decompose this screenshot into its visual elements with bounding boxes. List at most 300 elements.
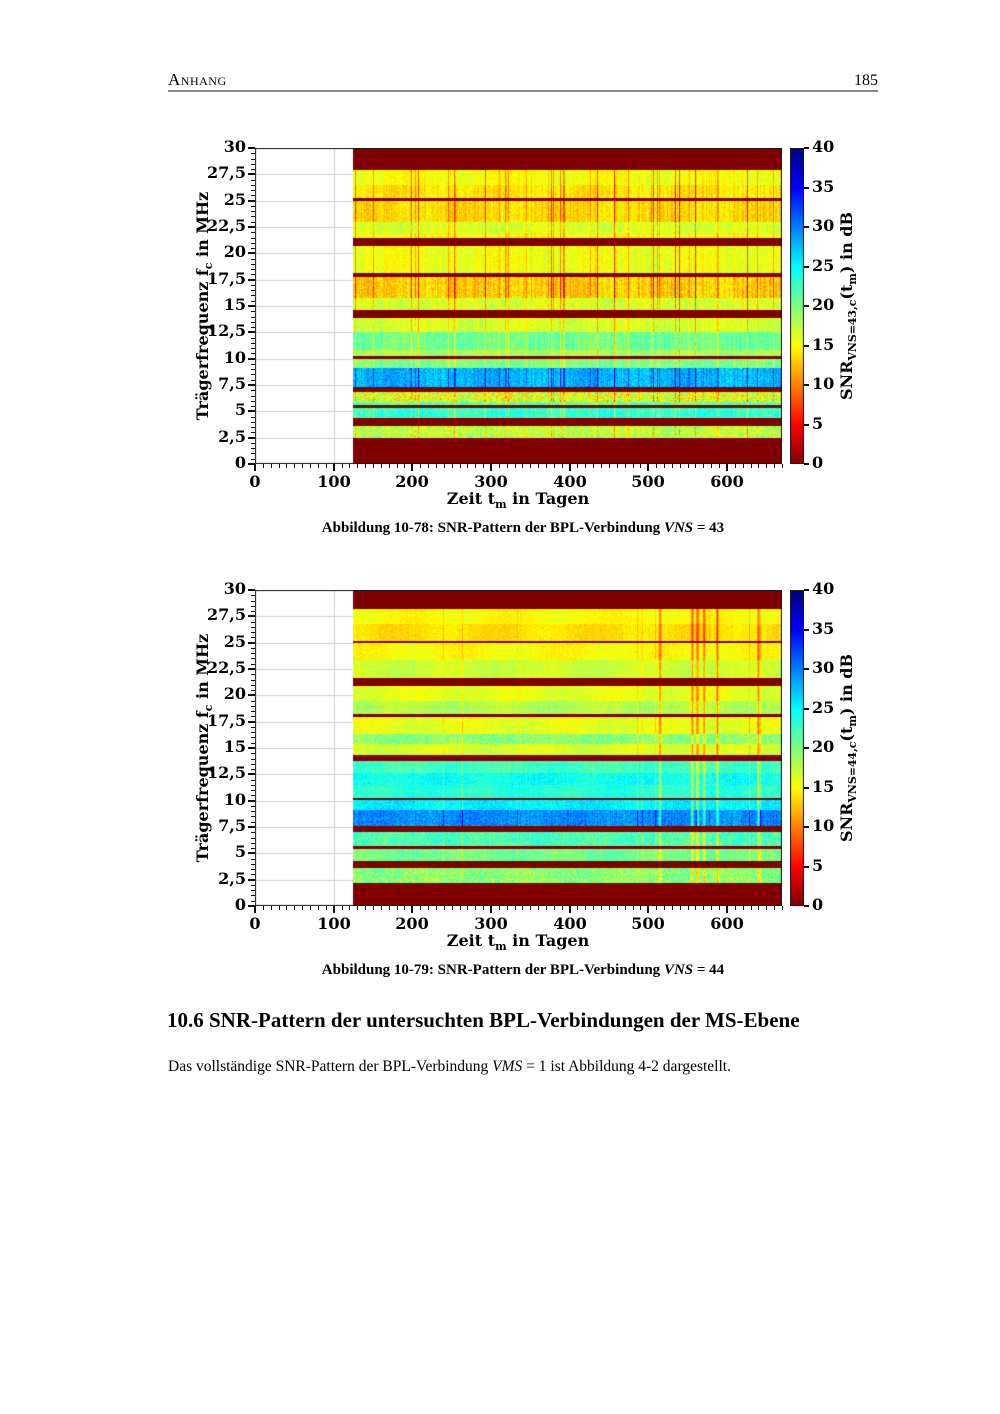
y-tick-label: 27,5	[207, 163, 246, 182]
y-axis-minor-tick	[251, 864, 255, 865]
y-axis-minor-tick	[251, 895, 255, 896]
x-axis-minor-tick	[530, 906, 531, 910]
x-axis-minor-tick	[554, 464, 555, 468]
x-tick-label: 300	[474, 914, 508, 933]
x-axis-minor-tick	[263, 906, 264, 910]
x-axis-minor-tick	[766, 464, 767, 468]
x-axis-minor-tick	[507, 906, 508, 910]
y-axis-minor-tick	[251, 259, 255, 260]
y-axis-minor-tick	[251, 295, 255, 296]
x-axis-minor-tick	[703, 464, 704, 468]
y-axis-minor-tick	[251, 364, 255, 365]
x-axis-minor-tick	[467, 906, 468, 910]
y-axis-minor-tick	[251, 216, 255, 217]
y-tick-label: 17,5	[207, 711, 246, 730]
x-axis-minor-tick	[420, 464, 421, 468]
y-axis-minor-tick	[251, 169, 255, 170]
x-axis-minor-tick	[522, 906, 523, 910]
x-axis-minor-tick	[263, 464, 264, 468]
x-axis-tick	[647, 906, 649, 913]
x-axis-tick	[726, 906, 728, 913]
section-heading: 10.6 SNR-Pattern der untersuchten BPL-Verbindungen der MS-Ebene	[167, 1008, 800, 1032]
y-axis-minor-tick	[251, 269, 255, 270]
x-axis-minor-tick	[302, 464, 303, 468]
y-axis-minor-tick	[251, 406, 255, 407]
y-axis-minor-tick	[251, 232, 255, 233]
x-axis-minor-tick	[279, 906, 280, 910]
y-axis-minor-tick	[251, 353, 255, 354]
x-axis-minor-tick	[530, 464, 531, 468]
colorbar-tick-label: 5	[812, 856, 824, 875]
y-axis-minor-tick	[251, 417, 255, 418]
y-tick-label: 10	[223, 790, 246, 809]
y-axis-minor-tick	[251, 732, 255, 733]
y-axis-minor-tick	[251, 206, 255, 207]
x-axis-minor-tick	[397, 906, 398, 910]
x-axis-minor-tick	[483, 464, 484, 468]
y-axis-minor-tick	[251, 195, 255, 196]
y-axis-tick	[248, 358, 255, 360]
y-axis-minor-tick	[251, 795, 255, 796]
y-axis-minor-tick	[251, 832, 255, 833]
y-tick-label: 15	[223, 295, 246, 314]
x-axis-minor-tick	[585, 464, 586, 468]
y-axis-tick	[248, 800, 255, 802]
y-axis-tick	[248, 410, 255, 412]
page-header	[168, 64, 878, 92]
x-tick-label: 500	[631, 914, 665, 933]
y-axis-minor-tick	[251, 711, 255, 712]
y-axis-minor-tick	[251, 153, 255, 154]
x-axis-minor-tick	[664, 906, 665, 910]
y-tick-label: 30	[223, 137, 246, 156]
y-axis-minor-tick	[251, 374, 255, 375]
x-tick-label: 0	[249, 472, 261, 491]
x-axis-minor-tick	[428, 906, 429, 910]
x-axis-minor-tick	[656, 906, 657, 910]
y-axis-minor-tick	[251, 780, 255, 781]
colorbar-tick	[804, 589, 809, 591]
x-axis-minor-tick	[475, 906, 476, 910]
x-axis-tick	[333, 464, 335, 471]
colorbar-tick	[804, 787, 809, 789]
y-tick-label: 27,5	[207, 605, 246, 624]
y-tick-label: 7,5	[218, 374, 246, 393]
y-tick-label: 5	[234, 400, 246, 419]
y-axis-minor-tick	[251, 869, 255, 870]
x-axis-minor-tick	[562, 906, 563, 910]
x-axis-minor-tick	[593, 464, 594, 468]
x-axis-minor-tick	[397, 464, 398, 468]
x-axis-minor-tick	[538, 464, 539, 468]
x-axis-tick	[411, 464, 413, 471]
colorbar-tick	[804, 905, 809, 907]
colorbar-tick-label: 10	[812, 816, 835, 835]
colorbar-tick	[804, 826, 809, 828]
y-axis-minor-tick	[251, 211, 255, 212]
colorbar-tick	[804, 384, 809, 386]
y-axis-tick	[248, 747, 255, 749]
x-axis-minor-tick	[577, 906, 578, 910]
x-axis-minor-tick	[467, 464, 468, 468]
x-axis-minor-tick	[452, 464, 453, 468]
x-axis-minor-tick	[522, 464, 523, 468]
y-axis-minor-tick	[251, 390, 255, 391]
figure-caption: Abbildung 10-79: SNR-Pattern der BPL-Verbindung VNS = 44	[321, 962, 725, 978]
y-axis-tick	[248, 331, 255, 333]
x-axis-minor-tick	[735, 906, 736, 910]
y-axis-minor-tick	[251, 443, 255, 444]
x-axis-minor-tick	[758, 906, 759, 910]
x-axis-tick	[569, 464, 571, 471]
x-axis-minor-tick	[585, 906, 586, 910]
y-axis-minor-tick	[251, 716, 255, 717]
x-axis-label: Zeit $t_m$ in Tagen	[446, 931, 590, 954]
x-axis-minor-tick	[420, 906, 421, 910]
x-axis-minor-tick	[404, 906, 405, 910]
y-axis-minor-tick	[251, 790, 255, 791]
colorbar-tick	[804, 463, 809, 465]
y-axis-minor-tick	[251, 769, 255, 770]
x-axis-minor-tick	[751, 464, 752, 468]
x-axis-minor-tick	[601, 464, 602, 468]
x-axis-minor-tick	[774, 464, 775, 468]
y-axis-minor-tick	[251, 901, 255, 902]
y-tick-label: 2,5	[218, 869, 246, 888]
colorbar-tick-label: 30	[812, 216, 835, 235]
figure-caption: Abbildung 10-78: SNR-Pattern der BPL-Verbindung VNS = 43	[321, 520, 725, 536]
x-axis-minor-tick	[294, 906, 295, 910]
y-axis-minor-tick	[251, 274, 255, 275]
x-axis-minor-tick	[625, 464, 626, 468]
y-axis-minor-tick	[251, 664, 255, 665]
y-axis-minor-tick	[251, 690, 255, 691]
x-axis-label: Zeit $t_m$ in Tagen	[446, 489, 590, 512]
colorbar-tick	[804, 187, 809, 189]
y-axis-minor-tick	[251, 811, 255, 812]
y-axis-minor-tick	[251, 264, 255, 265]
y-axis-minor-tick	[251, 701, 255, 702]
y-axis-minor-tick	[251, 785, 255, 786]
y-axis-minor-tick	[251, 243, 255, 244]
x-tick-label: 0	[249, 914, 261, 933]
y-axis-minor-tick	[251, 248, 255, 249]
x-tick-label: 200	[395, 914, 429, 933]
x-axis-minor-tick	[428, 464, 429, 468]
x-axis-minor-tick	[672, 464, 673, 468]
y-axis-tick	[248, 852, 255, 854]
x-axis-minor-tick	[609, 906, 610, 910]
y-axis-minor-tick	[251, 432, 255, 433]
y-axis-minor-tick	[251, 885, 255, 886]
x-axis-tick	[726, 464, 728, 471]
x-axis-minor-tick	[483, 906, 484, 910]
x-axis-minor-tick	[546, 464, 547, 468]
y-axis-minor-tick	[251, 338, 255, 339]
y-tick-label: 2,5	[218, 427, 246, 446]
y-axis-tick	[248, 279, 255, 281]
y-axis-minor-tick	[251, 606, 255, 607]
colorbar-tick	[804, 668, 809, 670]
y-axis-minor-tick	[251, 658, 255, 659]
x-axis-minor-tick	[357, 464, 358, 468]
y-tick-label: 15	[223, 737, 246, 756]
y-axis-tick	[248, 252, 255, 254]
x-axis-minor-tick	[695, 464, 696, 468]
x-axis-minor-tick	[554, 906, 555, 910]
y-axis-minor-tick	[251, 401, 255, 402]
y-axis-minor-tick	[251, 680, 255, 681]
x-axis-minor-tick	[640, 464, 641, 468]
y-axis-minor-tick	[251, 674, 255, 675]
y-tick-label: 12,5	[207, 763, 246, 782]
x-axis-tick	[647, 464, 649, 471]
y-axis-minor-tick	[251, 595, 255, 596]
x-axis-minor-tick	[711, 464, 712, 468]
y-axis-minor-tick	[251, 764, 255, 765]
x-axis-minor-tick	[326, 906, 327, 910]
colorbar-tick-label: 25	[812, 698, 835, 717]
x-axis-minor-tick	[515, 464, 516, 468]
x-axis-tick	[333, 906, 335, 913]
y-axis-minor-tick	[251, 348, 255, 349]
y-axis-minor-tick	[251, 601, 255, 602]
y-axis-minor-tick	[251, 459, 255, 460]
x-axis-minor-tick	[695, 906, 696, 910]
y-axis-minor-tick	[251, 653, 255, 654]
x-axis-minor-tick	[475, 464, 476, 468]
y-axis-minor-tick	[251, 285, 255, 286]
x-axis-minor-tick	[743, 906, 744, 910]
y-tick-label: 5	[234, 842, 246, 861]
colorbar-tick	[804, 147, 809, 149]
x-axis-minor-tick	[294, 464, 295, 468]
colorbar-tick-label: 35	[812, 619, 835, 638]
y-axis-minor-tick	[251, 632, 255, 633]
colorbar-tick-label: 30	[812, 658, 835, 677]
x-axis-minor-tick	[633, 906, 634, 910]
y-axis-minor-tick	[251, 380, 255, 381]
x-axis-minor-tick	[389, 906, 390, 910]
x-axis-minor-tick	[672, 906, 673, 910]
x-axis-minor-tick	[365, 906, 366, 910]
y-axis-tick	[248, 879, 255, 881]
x-axis-minor-tick	[688, 906, 689, 910]
x-axis-minor-tick	[286, 906, 287, 910]
x-axis-minor-tick	[460, 464, 461, 468]
x-axis-minor-tick	[719, 906, 720, 910]
y-tick-label: 0	[234, 895, 246, 914]
colorbar-tick	[804, 747, 809, 749]
running-head: Anhang	[168, 70, 227, 89]
y-axis-minor-tick	[251, 180, 255, 181]
figure-10-78	[0, 137, 1000, 548]
y-axis-minor-tick	[251, 753, 255, 754]
x-axis-minor-tick	[782, 464, 783, 468]
x-axis-minor-tick	[310, 464, 311, 468]
y-axis-minor-tick	[251, 890, 255, 891]
y-axis-minor-tick	[251, 627, 255, 628]
y-axis-tick	[248, 305, 255, 307]
y-tick-label: 7,5	[218, 816, 246, 835]
y-axis-minor-tick	[251, 743, 255, 744]
y-axis-tick	[248, 615, 255, 617]
y-axis-minor-tick	[251, 843, 255, 844]
colorbar-tick-label: 0	[812, 453, 824, 472]
x-axis-minor-tick	[436, 906, 437, 910]
x-axis-minor-tick	[318, 906, 319, 910]
x-axis-minor-tick	[680, 906, 681, 910]
body-paragraph: Das vollständige SNR-Pattern der BPL-Verbindung VMS = 1 ist Abbildung 4-2 dargestellt.	[168, 1058, 731, 1075]
x-axis-minor-tick	[751, 906, 752, 910]
x-axis-minor-tick	[318, 464, 319, 468]
x-axis-minor-tick	[404, 464, 405, 468]
x-axis-minor-tick	[633, 464, 634, 468]
y-tick-label: 22,5	[207, 216, 246, 235]
x-axis-minor-tick	[436, 464, 437, 468]
x-axis-minor-tick	[774, 906, 775, 910]
y-axis-minor-tick	[251, 806, 255, 807]
y-axis-tick	[248, 773, 255, 775]
x-axis-minor-tick	[507, 464, 508, 468]
colorbar-tick-label: 0	[812, 895, 824, 914]
x-axis-minor-tick	[302, 906, 303, 910]
x-axis-minor-tick	[766, 906, 767, 910]
colorbar-tick-label: 40	[812, 137, 835, 156]
x-axis-minor-tick	[310, 906, 311, 910]
x-axis-minor-tick	[562, 464, 563, 468]
x-axis-minor-tick	[279, 464, 280, 468]
x-axis-minor-tick	[444, 906, 445, 910]
colorbar-tick-label: 15	[812, 335, 835, 354]
figure-10-79	[0, 579, 1000, 990]
y-axis-tick	[248, 173, 255, 175]
x-axis-tick	[490, 906, 492, 913]
x-tick-label: 400	[553, 472, 587, 491]
y-axis-minor-tick	[251, 427, 255, 428]
colorbar-label: $SNR_{VNS=43,c}(t_m)$ in dB	[837, 212, 860, 400]
x-axis-minor-tick	[625, 906, 626, 910]
y-axis-tick	[248, 721, 255, 723]
y-axis-minor-tick	[251, 611, 255, 612]
page-number: 185	[854, 72, 878, 89]
x-axis-minor-tick	[656, 464, 657, 468]
x-tick-label: 400	[553, 914, 587, 933]
x-axis-tick	[254, 906, 256, 913]
y-axis-minor-tick	[251, 759, 255, 760]
y-axis-minor-tick	[251, 648, 255, 649]
x-axis-minor-tick	[680, 464, 681, 468]
colorbar-tick	[804, 866, 809, 868]
y-axis-tick	[248, 589, 255, 591]
y-axis-label: Trägerfrequenz $f_c$ in MHz	[193, 191, 216, 421]
colorbar-tick-label: 20	[812, 295, 835, 314]
y-axis-minor-tick	[251, 859, 255, 860]
x-axis-minor-tick	[365, 464, 366, 468]
x-tick-label: 100	[317, 472, 351, 491]
x-tick-label: 600	[710, 914, 744, 933]
y-axis-minor-tick	[251, 190, 255, 191]
x-axis-minor-tick	[349, 464, 350, 468]
x-axis-minor-tick	[389, 464, 390, 468]
y-axis-tick	[248, 668, 255, 670]
y-tick-label: 22,5	[207, 658, 246, 677]
y-axis-minor-tick	[251, 396, 255, 397]
y-axis-minor-tick	[251, 422, 255, 423]
y-axis-minor-tick	[251, 327, 255, 328]
colorbar-tick	[804, 629, 809, 631]
x-axis-minor-tick	[515, 906, 516, 910]
y-axis-tick	[248, 694, 255, 696]
x-axis-minor-tick	[381, 464, 382, 468]
x-axis-minor-tick	[342, 906, 343, 910]
colorbar-canvas	[790, 590, 804, 906]
colorbar-tick	[804, 424, 809, 426]
y-tick-label: 20	[223, 242, 246, 261]
y-axis-minor-tick	[251, 822, 255, 823]
colorbar-tick	[804, 226, 809, 228]
y-axis-tick	[248, 226, 255, 228]
x-axis-minor-tick	[601, 906, 602, 910]
colorbar-label: $SNR_{VNS=44,c}(t_m)$ in dB	[837, 654, 860, 842]
x-axis-minor-tick	[703, 906, 704, 910]
y-axis-tick	[248, 826, 255, 828]
y-axis-tick	[248, 437, 255, 439]
y-tick-label: 30	[223, 579, 246, 598]
y-axis-tick	[248, 200, 255, 202]
colorbar-canvas	[790, 148, 804, 464]
x-axis-minor-tick	[617, 464, 618, 468]
y-axis-minor-tick	[251, 238, 255, 239]
colorbar-tick-label: 20	[812, 737, 835, 756]
y-tick-label: 25	[223, 190, 246, 209]
x-axis-minor-tick	[326, 464, 327, 468]
y-axis-minor-tick	[251, 322, 255, 323]
x-axis-minor-tick	[664, 464, 665, 468]
x-axis-minor-tick	[743, 464, 744, 468]
y-axis-minor-tick	[251, 317, 255, 318]
snr-heatmap-canvas	[255, 590, 782, 906]
x-axis-minor-tick	[546, 906, 547, 910]
x-axis-minor-tick	[373, 906, 374, 910]
x-axis-minor-tick	[349, 906, 350, 910]
y-tick-label: 10	[223, 348, 246, 367]
x-axis-minor-tick	[593, 906, 594, 910]
y-axis-tick	[248, 384, 255, 386]
y-axis-minor-tick	[251, 301, 255, 302]
x-axis-minor-tick	[373, 464, 374, 468]
x-axis-minor-tick	[538, 906, 539, 910]
x-axis-minor-tick	[577, 464, 578, 468]
colorbar-tick-label: 15	[812, 777, 835, 796]
x-tick-label: 100	[317, 914, 351, 933]
y-axis-minor-tick	[251, 343, 255, 344]
y-axis-tick	[248, 642, 255, 644]
y-axis-tick	[248, 147, 255, 149]
y-axis-minor-tick	[251, 453, 255, 454]
x-axis-minor-tick	[758, 464, 759, 468]
x-tick-label: 600	[710, 472, 744, 491]
y-axis-minor-tick	[251, 706, 255, 707]
x-tick-label: 200	[395, 472, 429, 491]
y-axis-minor-tick	[251, 222, 255, 223]
y-tick-label: 20	[223, 684, 246, 703]
y-tick-label: 25	[223, 632, 246, 651]
y-axis-minor-tick	[251, 838, 255, 839]
y-axis-minor-tick	[251, 311, 255, 312]
x-axis-tick	[490, 464, 492, 471]
x-axis-tick	[254, 464, 256, 471]
